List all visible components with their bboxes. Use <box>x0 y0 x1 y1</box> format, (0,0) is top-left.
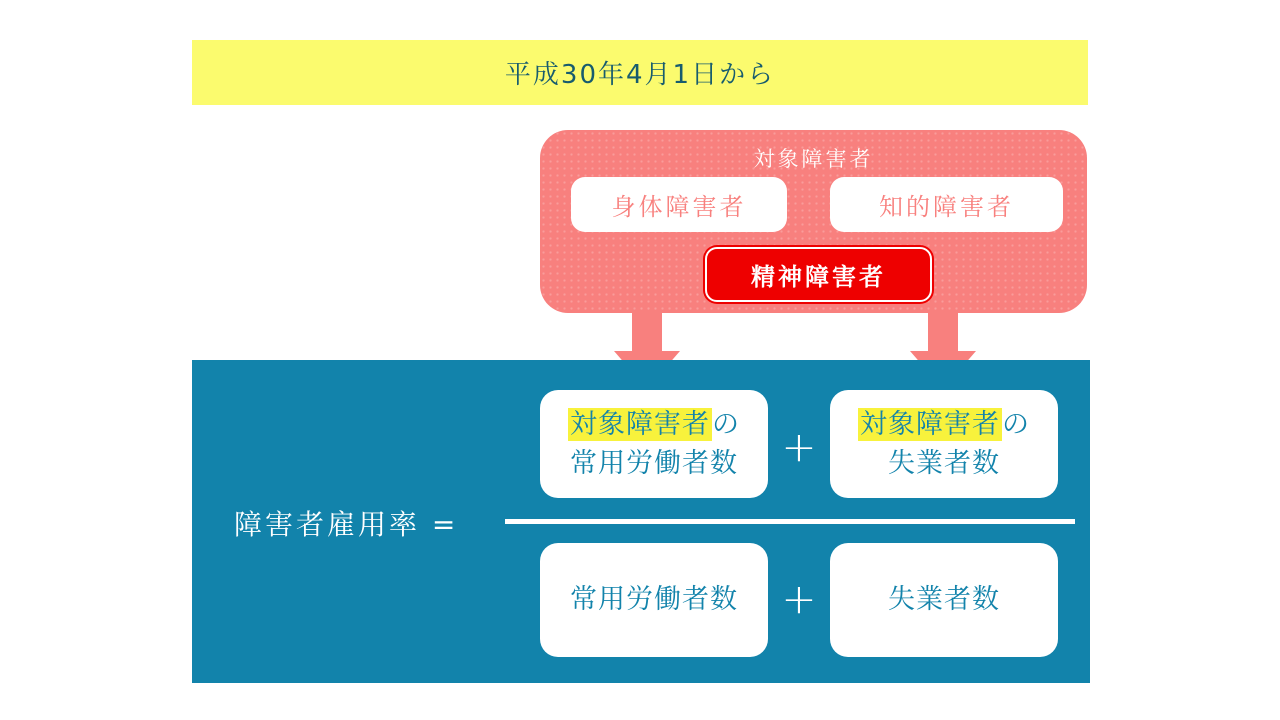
physical-disability-box <box>571 177 787 232</box>
numerator-unemployed-line1 <box>858 405 1030 444</box>
denominator-unemployed-label: 失業者数 <box>888 584 1000 616</box>
formula-lhs-label: 障害者雇用率 = <box>234 508 459 541</box>
plus-sign-numerator: + <box>781 422 817 472</box>
denominator-employed-box <box>540 543 768 657</box>
mental-disability-label: 精神障害者 <box>751 263 886 291</box>
target-group-title: 対象障害者 <box>753 147 874 171</box>
numerator-employed-line1 <box>568 405 740 444</box>
denominator-employed-label: 常用労働者数 <box>570 584 738 616</box>
numerator-employed-line2: 常用労働者数 <box>570 448 738 479</box>
numerator-employed-box <box>540 390 768 498</box>
numerator-unemployed-line2: 失業者数 <box>888 448 1000 479</box>
date-banner <box>192 40 1088 105</box>
intellectual-disability-box <box>830 177 1063 232</box>
formula-box <box>192 360 1090 683</box>
physical-disability-label: 身体障害者 <box>611 193 747 221</box>
denominator-unemployed-box <box>830 543 1058 657</box>
date-banner-label: 平成30年4月1日から <box>504 60 776 90</box>
fraction-line <box>505 519 1075 524</box>
numerator-unemployed-suffix: の <box>1002 408 1030 440</box>
mental-disability-box <box>705 247 932 302</box>
numerator-unemployed-box <box>830 390 1058 498</box>
numerator-employed-suffix: の <box>712 408 740 440</box>
numerator-employed-highlight: 対象障害者 <box>570 408 710 440</box>
plus-sign-denominator: + <box>781 574 817 624</box>
target-disabled-group-box <box>540 130 1087 313</box>
intellectual-disability-label: 知的障害者 <box>879 193 1014 221</box>
numerator-unemployed-highlight: 対象障害者 <box>860 408 1000 440</box>
